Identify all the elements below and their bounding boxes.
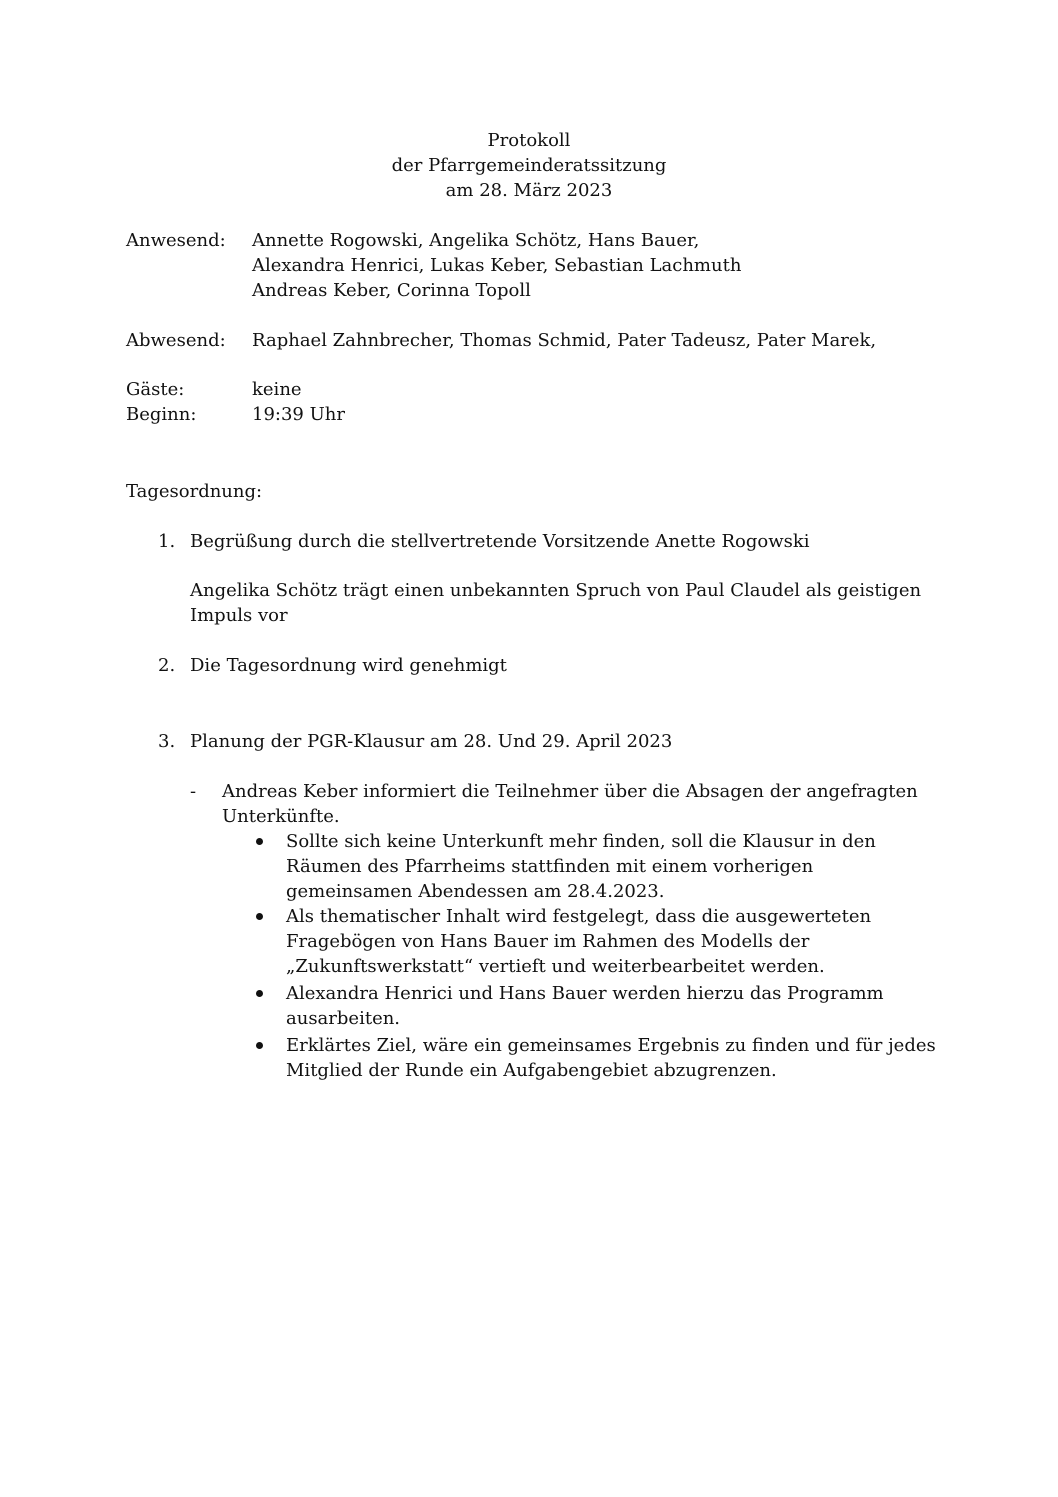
present-line-2: Alexandra Henrici, Lukas Keber, Sebastian Lachmuth	[252, 255, 742, 276]
bullet-3-line-1: Alexandra Henrici und Hans Bauer werden hierzu das Programm	[286, 983, 884, 1004]
bullet-2-dot	[256, 913, 263, 920]
agenda-item-3-number: 3.	[158, 731, 176, 752]
agenda-item-2-text: Die Tagesordnung wird genehmigt	[190, 655, 507, 676]
absent-label: Abwesend:	[126, 330, 226, 351]
bullet-4-line-1: Erklärtes Ziel, wäre ein gemeinsames Ergebnis zu finden und für jedes	[286, 1035, 936, 1056]
agenda-item-1-note-line-2: Impuls vor	[190, 605, 288, 626]
present-label: Anwesend:	[126, 230, 226, 251]
present-value	[252, 228, 741, 303]
title-line-2: der Pfarrgemeinderatssitzung	[391, 155, 667, 176]
title-line-1: Protokoll	[487, 130, 571, 151]
dash-item-line-1: Andreas Keber informiert die Teilnehmer über die Absagen der angefragten	[222, 781, 918, 802]
bullet-3-dot	[256, 990, 263, 997]
agenda-item-2-number: 2.	[158, 655, 176, 676]
dash-item-line-2: Unterkünfte.	[222, 806, 340, 827]
bullet-1-line-1: Sollte sich keine Unterkunft mehr finden, soll die Klausur in den	[286, 831, 876, 852]
agenda-heading: Tagesordnung:	[126, 481, 263, 502]
bullet-4-dot	[256, 1042, 263, 1049]
guests-value: keine	[252, 379, 302, 400]
bullet-1-dot	[256, 838, 263, 845]
absent-value: Raphael Zahnbrecher, Thomas Schmid, Pater Tadeusz, Pater Marek,	[252, 330, 877, 351]
bullet-1-line-3: gemeinsamen Abendessen am 28.4.2023.	[286, 881, 665, 902]
document-title	[0, 128, 1058, 203]
present-line-1: Annette Rogowski, Angelika Schötz, Hans Bauer,	[252, 230, 700, 251]
title-line-3: am 28. März 2023	[445, 180, 613, 201]
agenda-item-3-text: Planung der PGR-Klausur am 28. Und 29. April 2023	[190, 731, 673, 752]
present-line-3: Andreas Keber, Corinna Topoll	[252, 280, 531, 301]
bullet-4-line-2: Mitglied der Runde ein Aufgabengebiet abzugrenzen.	[286, 1060, 777, 1081]
bullet-3-line-2: ausarbeiten.	[286, 1008, 401, 1029]
agenda-item-1-number: 1.	[158, 531, 176, 552]
start-label: Beginn:	[126, 404, 197, 425]
bullet-2-line-1: Als thematischer Inhalt wird festgelegt, dass die ausgewerteten	[286, 906, 872, 927]
agenda-item-1-text: Begrüßung durch die stellvertretende Vorsitzende Anette Rogowski	[190, 531, 810, 552]
guests-label: Gäste:	[126, 379, 185, 400]
agenda-item-1-note-line-1: Angelika Schötz trägt einen unbekannten Spruch von Paul Claudel als geistigen	[190, 580, 922, 601]
bullet-1-line-2: Räumen des Pfarrheims stattfinden mit einem vorherigen	[286, 856, 814, 877]
start-value: 19:39 Uhr	[252, 404, 345, 425]
dash-marker: -	[190, 781, 197, 802]
bullet-2-line-3: „Zukunftswerkstatt“ vertieft und weiterbearbeitet werden.	[286, 956, 825, 977]
bullet-2-line-2: Fragebögen von Hans Bauer im Rahmen des Modells der	[286, 931, 810, 952]
